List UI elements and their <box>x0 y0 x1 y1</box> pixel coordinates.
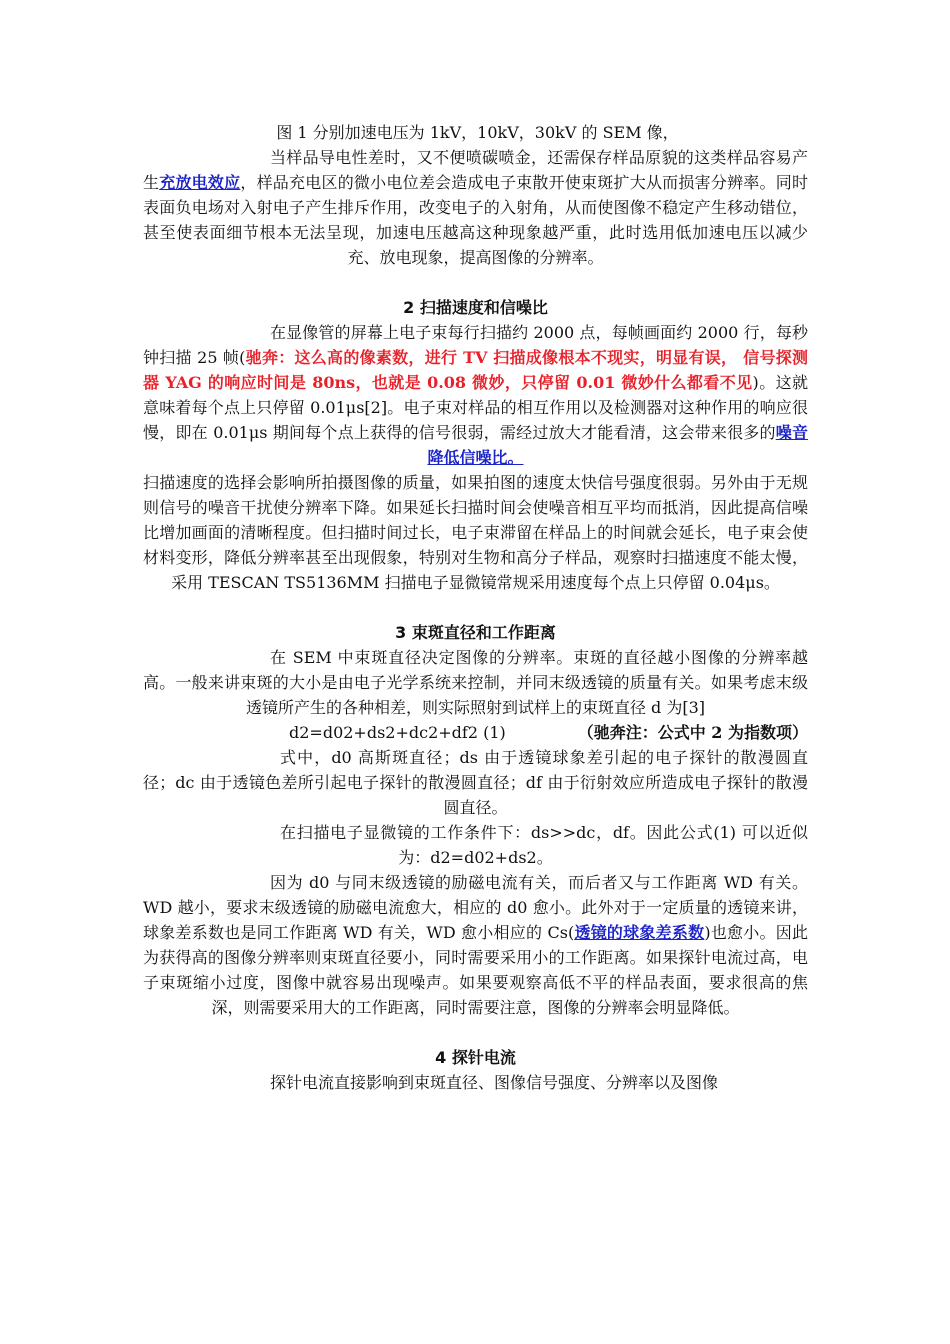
paragraph-probe-current: 探针电流直接影响到束斑直径、图像信号强度、分辨率以及图像 <box>270 1073 719 1092</box>
link-noise-snr[interactable]: 噪音降低信噪比。 <box>427 423 808 467</box>
link-spherical-aberration[interactable]: 透镜的球象差系数 <box>574 923 705 942</box>
link-charging-effect[interactable]: 充放电效应 <box>159 173 241 192</box>
paragraph-text: 在显像管的屏幕上电子束每行扫描约 2000 点，每帧画面约 2000 行，每秒钟扫描 25 帧( <box>143 323 808 367</box>
section-heading-2: 2 扫描速度和信噪比 <box>403 298 548 317</box>
paragraph-charging <box>143 145 808 270</box>
formula-note: （驰奔注：公式中 2 为指数项） <box>577 723 808 742</box>
paragraph-formula-terms: 式中，d0 高斯斑直径；ds 由于透镜球象差引起的电子探针的散漫圆直径；dc 由于透镜色差所引起电子探针的散漫圆直径；df 由于衍射效应所造成电子探针的散漫圆直径。 <box>143 748 808 817</box>
document-page <box>143 120 808 1095</box>
formula: d2=d02+ds2+dc2+df2 (1) <box>289 723 506 742</box>
paragraph-working-distance <box>143 870 808 1020</box>
paragraph-text: ，样品充电区的微小电位差会造成电子束散开使束斑扩大从而损害分辨率。同时表面负电场对入射电子产生排斥作用，改变电子的入射角，从而使图像不稳定产生移动错位，甚至使表面细节根本无法呈现，加速电压越高这种现象越严重，此时选用低加速电压以减少充、放电现象，提高图像的分辨率。 <box>143 173 808 267</box>
formula-line <box>143 720 808 745</box>
paragraph-spot-size: 在 SEM 中束斑直径决定图像的分辨率。束斑的直径越小图像的分辨率越高。一般来讲束斑的大小是由电子光学系统来控制，并同末级透镜的质量有关。如果考虑末级透镜所产生的各种相差，则实际照射到试样上的束斑直径 d 为[3] <box>143 648 808 717</box>
spacer <box>143 1020 808 1045</box>
figure-caption: 图 1 分别加速电压为 1kV，10kV，30kV 的 SEM 像， <box>276 123 679 142</box>
paragraph-text: 当样品导电性差时，又不便喷碳喷金，还需保存样品原貌的这类样品容易产生 <box>143 148 808 192</box>
paragraph-text: 因为 d0 与同末级透镜的励磁电流有关，而后者又与工作距离 WD 有关。WD 越小，要求末级透镜的励磁电流愈大，相应的 d0 愈小。此外对于一定质量的透镜来讲，球象差系数也是同工作距离 WD 有关，WD 愈小相应的 Cs( <box>143 873 808 942</box>
paragraph-scan-choice: 扫描速度的选择会影响所拍摄图像的质量，如果拍图的速度太快信号强度很弱。另外由于无规则信号的噪音干扰使分辨率下降。如果延长扫描时间会使噪音相互平均而抵消，因此提高信噪比增加画面的清晰程度。但扫描时间过长，电子束滞留在样品上的时间就会延长，电子束会使材料变形，降低分辨率甚至出现假象，特别对生物和高分子样品，观察时扫描速度不能太慢，采用 TESCAN TS5136MM 扫描电子显微镜常规采用速度每个点上只停留 0.04μs。 <box>143 473 808 592</box>
spacer <box>143 595 808 620</box>
paragraph-text: )也愈小。因此为获得高的图像分辨率则束斑直径要小，同时需要采用小的工作距离。如果探针电流过高，电子束斑缩小过度，图像中就容易出现噪声。如果要观察高低不平的样品表面，要求很高的焦深，则需要采用大的工作距离，同时需要注意，图像的分辨率会明显降低。 <box>143 923 808 1017</box>
section-heading-3: 3 束斑直径和工作距离 <box>395 623 556 642</box>
editor-note: 驰奔：这么高的像素数，进行 TV 扫描成像根本不现实，明显有误， 信号探测器 YAG 的响应时间是 80ns，也就是 0.08 微妙，只停留 0.01 微妙什么都看不见 <box>143 348 808 392</box>
section-heading-4: 4 探针电流 <box>435 1048 516 1067</box>
spacer <box>143 270 808 295</box>
paragraph-approximation: 在扫描电子显微镜的工作条件下：ds>>dc，df。因此公式(1) 可以近似为：d2=d02+ds2。 <box>280 823 808 867</box>
paragraph-text: )。这就意味着每个点上只停留 0.01μs[2]。电子束对样品的相互作用以及检测器对这种作用的响应很慢，即在 0.01μs 期间每个点上获得的信号很弱，需经过放大才能看清，这会带来很多的 <box>143 373 808 442</box>
paragraph-scan-speed <box>143 320 808 470</box>
